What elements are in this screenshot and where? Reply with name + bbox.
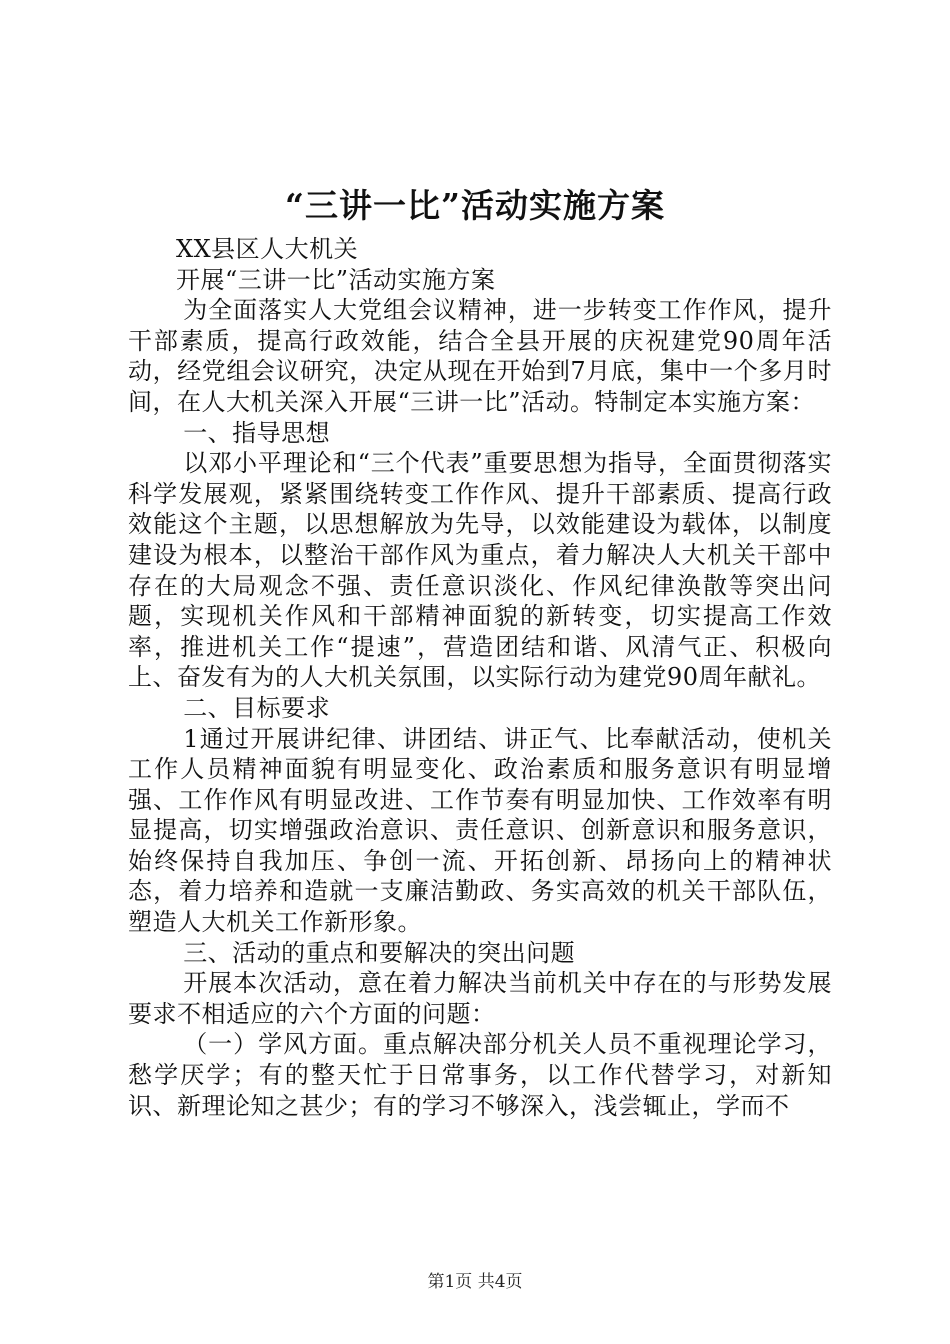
section-heading-3: 三、活动的重点和要解决的突出问题: [183, 938, 576, 967]
paragraph-focus-intro: 开展本次活动，意在着力解决当前机关中存在的与形势发展要求不相适应的六个方面的问题：: [128, 969, 832, 1028]
section-heading-2: 二、目标要求: [183, 693, 331, 722]
paragraph-intro: 为全面落实人大党组会议精神，进一步转变工作作风，提升干部素质，提高行政效能，结合全县开展的庆祝建党90周年活动，经党组会议研究，决定从现在开始到7月底，集中一个多月时间，在人大机关深入开展“三讲一比”活动。特制定本实施方案：: [128, 296, 832, 416]
section-heading-1: 一、指导思想: [183, 418, 331, 447]
page-footer: 第1页 共4页: [427, 1272, 523, 1292]
document-title: “三讲一比”活动实施方案: [285, 186, 665, 225]
paragraph-guiding-ideology: 以邓小平理论和“三个代表”重要思想为指导，全面贯彻落实科学发展观，紧紧围绕转变工作作风、提升干部素质、提高行政效能这个主题，以思想解放为先导，以效能建设为载体，以制度建设为根本，以整治干部作风为重点，着力解决人大机关干部中存在的大局观念不强、责任意识淡化、作风纪律涣散等突出问题，实现机关作风和干部精神面貌的新转变，切实提高工作效率，推进机关工作“提速”，营造团结和谐、风清气正、积极向上、奋发有为的人大机关氛围，以实际行动为建党90周年献礼。: [128, 449, 832, 692]
paragraph-goals: 1通过开展讲纪律、讲团结、讲正气、比奉献活动，使机关工作人员精神面貌有明显变化、政治素质和服务意识有明显增强、工作作风有明显改进、工作节奏有明显加快、工作效率有明显提高，切实增强政治意识、责任意识、创新意识和服务意识，始终保持自我加压、争创一流、开拓创新、昂扬向上的精神状态，着力培养和造就一支廉洁勤政、务实高效的机关干部队伍，塑造人大机关工作新形象。: [128, 724, 832, 937]
paragraph-study-style: （一）学风方面。重点解决部分机关人员不重视理论学习，愁学厌学；有的整天忙于日常事务，以工作代替学习，对新知识、新理论知之甚少；有的学习不够深入，浅尝辄止，学而不: [128, 1030, 832, 1120]
paragraph-subtitle: 开展“三讲一比”活动实施方案: [176, 265, 496, 294]
paragraph-org: XX县区人大机关: [176, 235, 359, 263]
document-body: [128, 234, 832, 1121]
